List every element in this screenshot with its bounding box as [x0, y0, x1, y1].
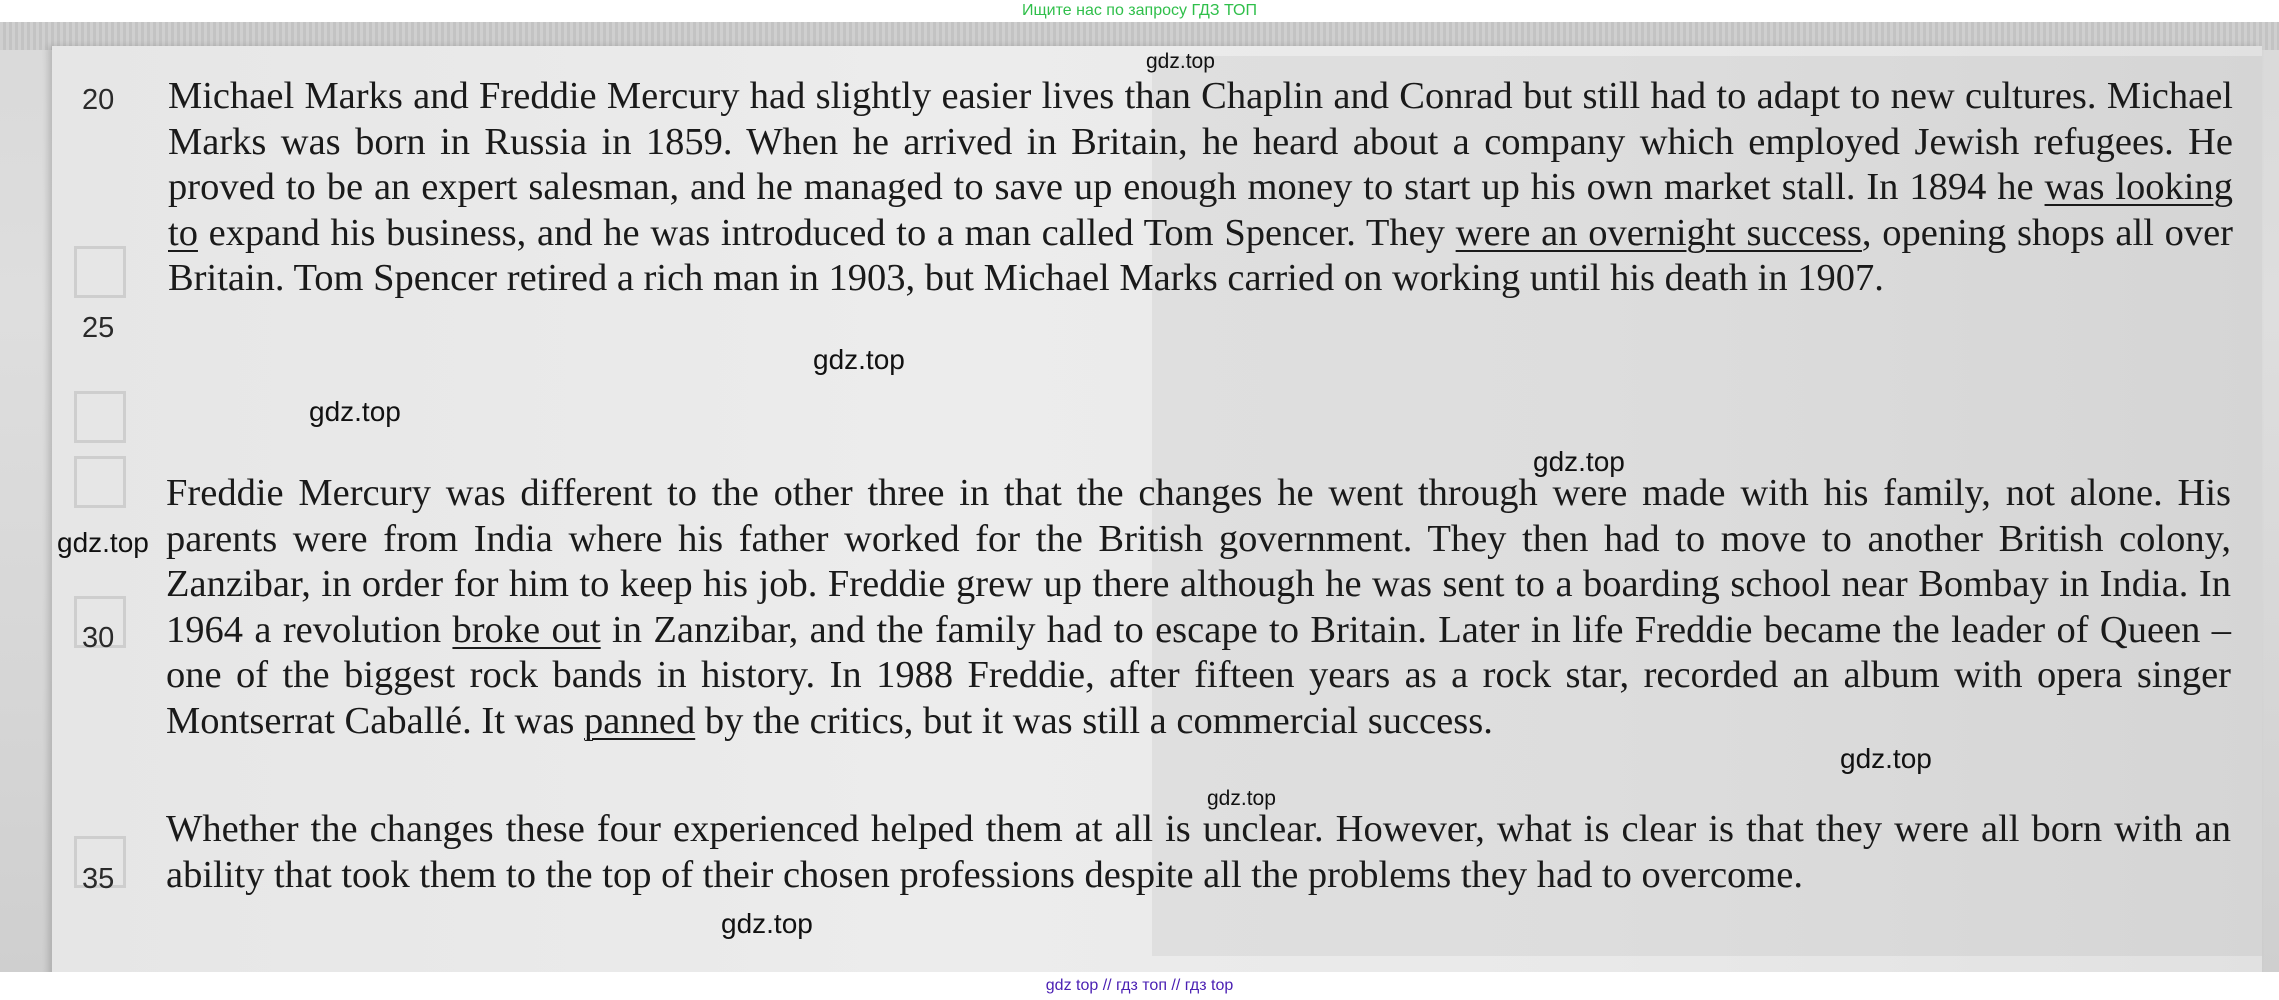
bleed-through-box: [74, 391, 126, 443]
watermark: gdz.top: [1840, 743, 1932, 774]
underlined-phrase: were an overnight success: [1455, 211, 1862, 254]
watermark: gdz.top: [813, 344, 905, 375]
watermark: gdz.top: [1533, 446, 1625, 477]
bottom-banner[interactable]: gdz top // гдз топ // гдз top: [0, 972, 2279, 1000]
scanned-page-area: [0, 22, 2279, 972]
watermark: gdz.top: [1146, 50, 1215, 73]
paragraph-michael-marks: [168, 74, 2233, 302]
paragraph-text: Whether the changes these four experienced helped them at all is unclear. However, what is clear is that they were all born with an ability that took them to the top of their chosen professions despite all the problems they had to overcome.: [166, 808, 2231, 896]
bleed-through-box: [74, 456, 126, 508]
line-number-20: 20: [82, 84, 115, 116]
underlined-phrase: broke out: [452, 608, 601, 651]
watermark: gdz.top: [57, 527, 149, 558]
line-number-25: 25: [82, 312, 115, 344]
watermark: gdz.top: [309, 396, 401, 427]
paragraph-text: expand his business, and he was introduced to a man called Tom Spencer. They: [197, 211, 1456, 254]
watermark: gdz.top: [1207, 787, 1276, 810]
paragraph-text: , opening shops all over Britain. Tom Spencer retired a rich man in 1903, but Michael Marks carried on working until his death in 1907.: [168, 211, 2234, 299]
bleed-through-box: [74, 246, 126, 298]
paragraph-freddie-mercury: [166, 471, 2231, 744]
paragraph-conclusion: [166, 807, 2231, 898]
top-banner[interactable]: Ищите нас по запросу ГДЗ ТОП: [1022, 2, 1257, 19]
paragraph-text: in Zanzibar, and the family had to escape to Britain. Later in life Freddie became the leader of Queen – one of the biggest rock bands in history. In 1988 Freddie, after fifteen years as a rock star, recorded an album with opera singer Montserrat Caballé. It was: [166, 608, 2232, 742]
paragraph-text: by the critics, but it was still a commercial success.: [695, 699, 1493, 742]
paragraph-text: Michael Marks and Freddie Mercury had slightly easier lives than Chaplin and Conrad but still had to adapt to new cultures. Michael Marks was born in Russia in 1859. When he arrived in Britain, he heard about a company which employed Jewish refugees. He proved to be an expert salesman, and he managed to save up enough money to start up his own market stall. In 1894 he: [168, 75, 2233, 208]
underlined-phrase: was looking to: [168, 166, 2233, 254]
line-number-35: 35: [82, 863, 115, 895]
line-number-30: 30: [82, 622, 115, 654]
watermark: gdz.top: [721, 908, 813, 939]
paragraph-text: Freddie Mercury was different to the other three in that the changes he went through were made with his family, not alone. His parents were from India where his father worked for the British government. They then had to move to another British colony, Zanzibar, in order for him to keep his job. Freddie grew up there although he was sent to a boarding school near Bombay in India. In 1964 a revolution: [166, 472, 2231, 651]
underlined-phrase: panned: [584, 699, 696, 742]
